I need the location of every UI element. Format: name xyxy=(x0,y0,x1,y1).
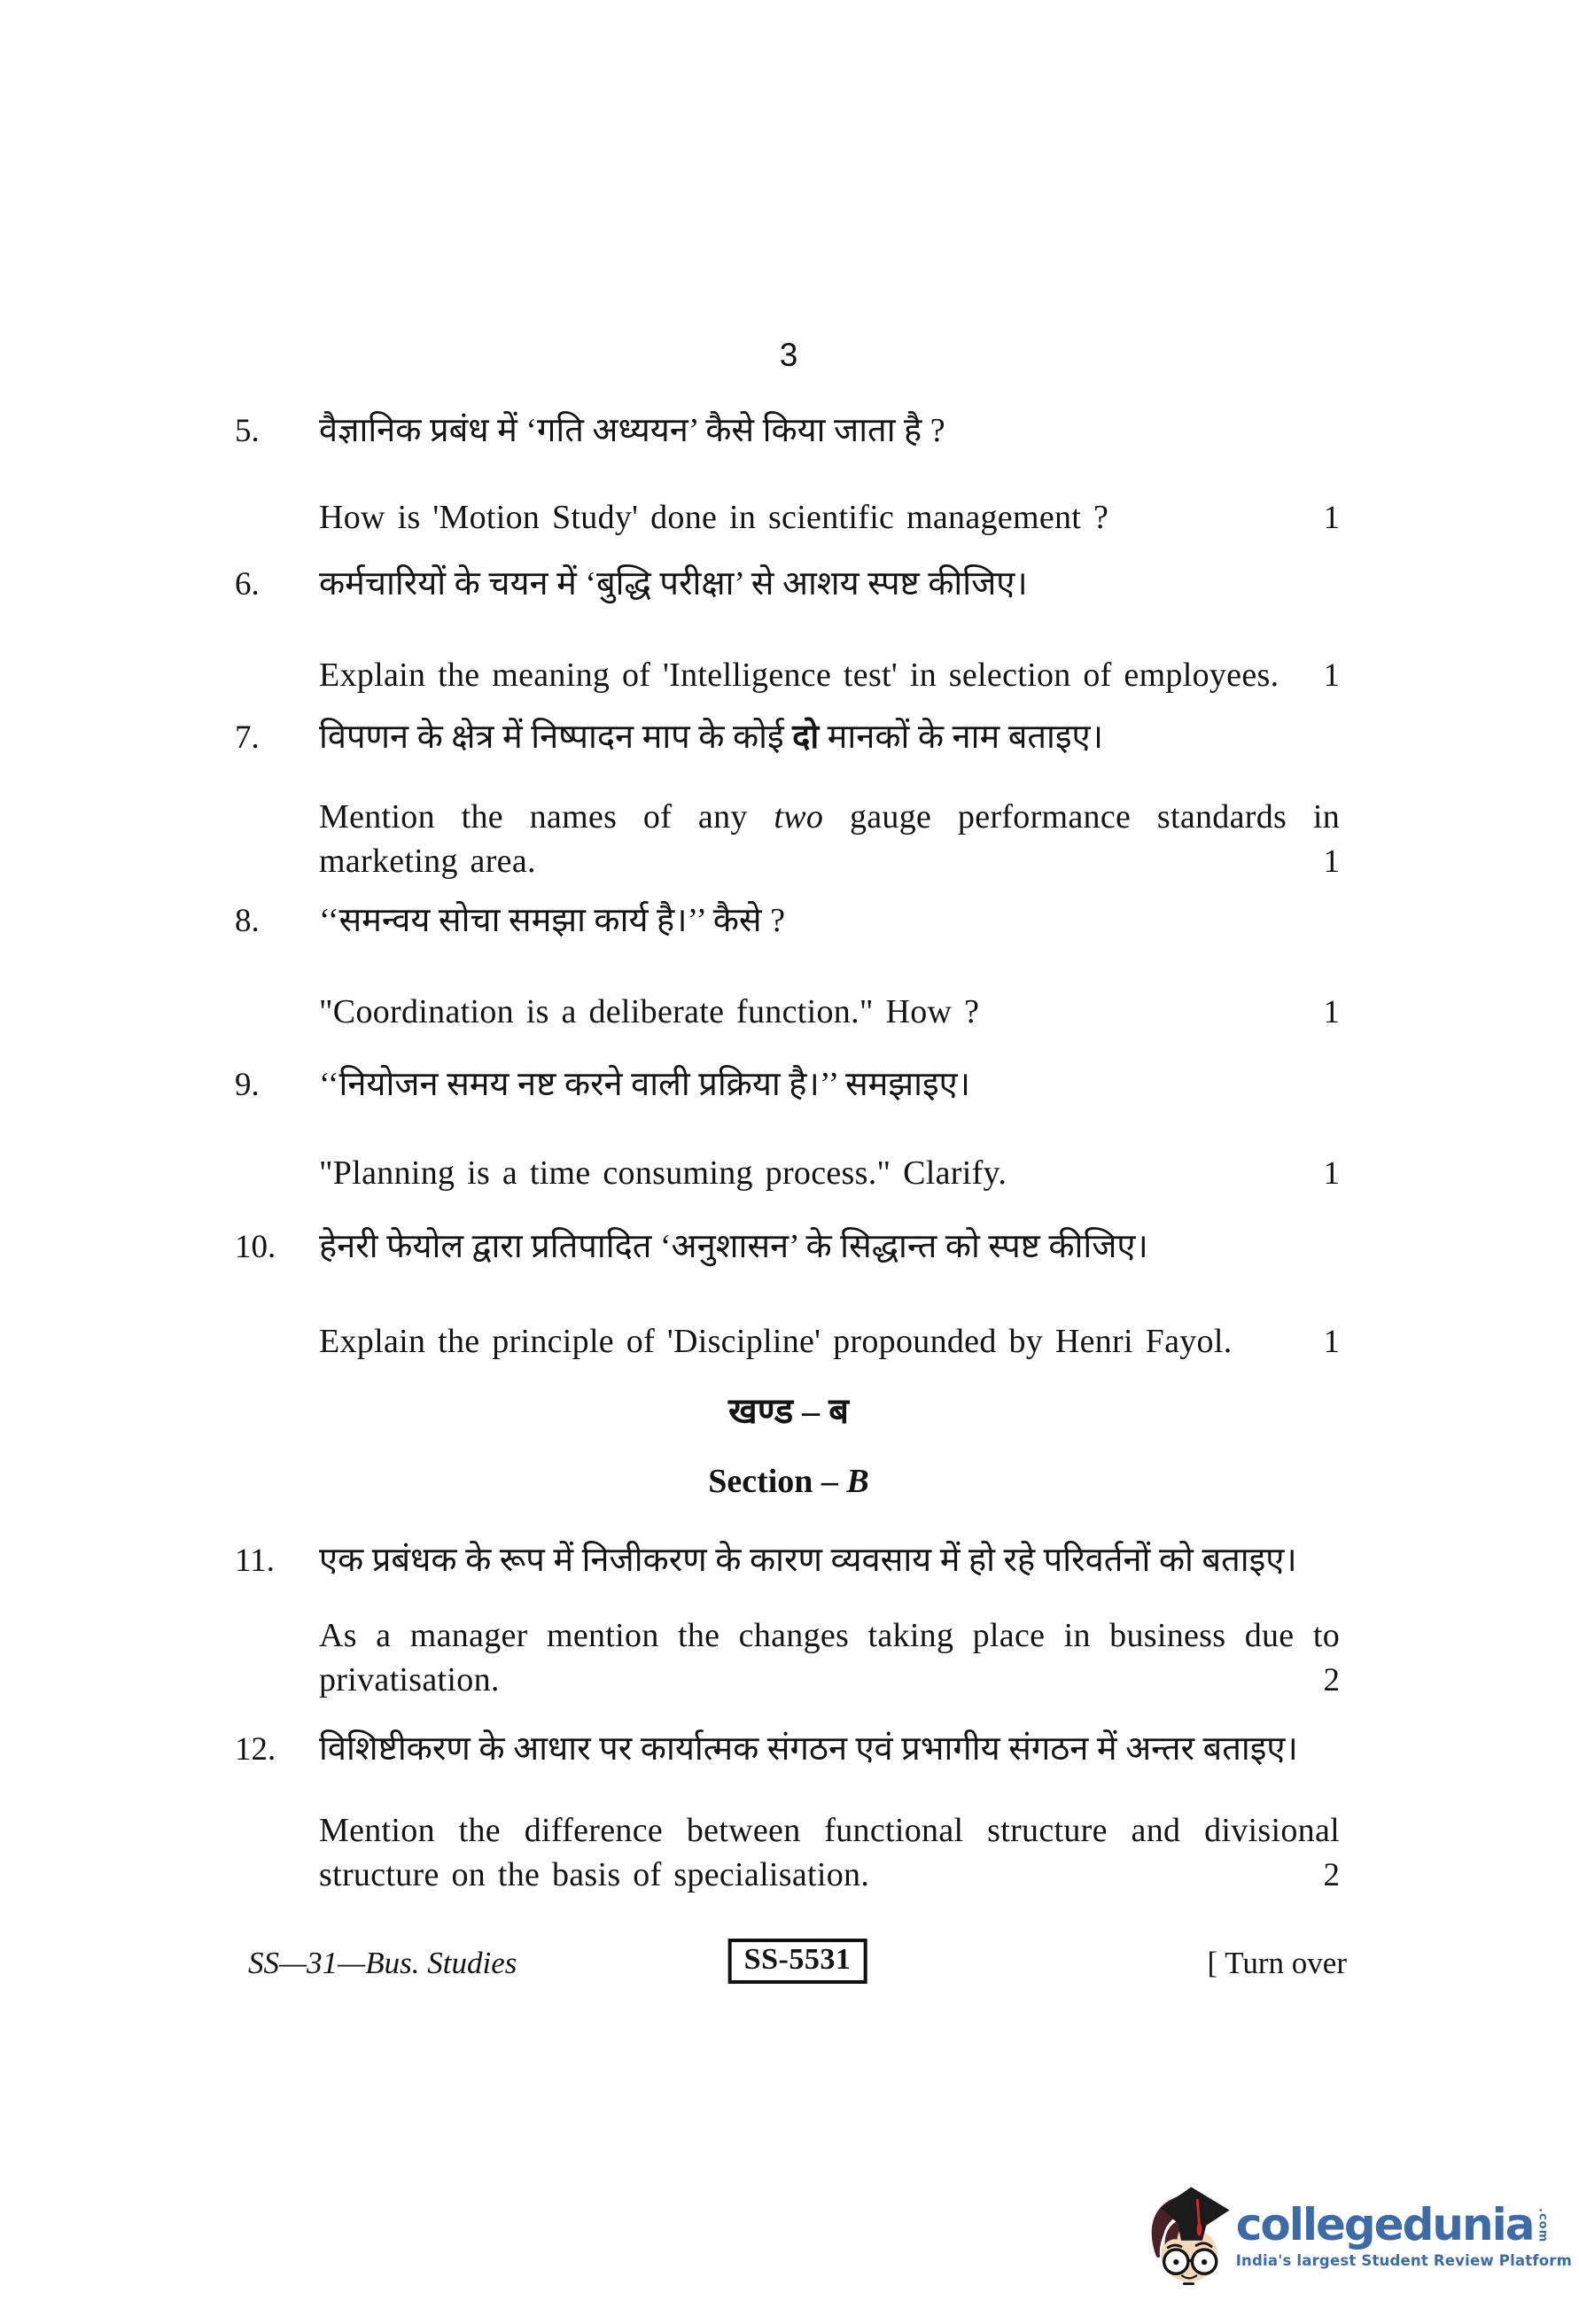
question-number: 7. xyxy=(235,719,260,756)
question-7-english-line1 xyxy=(319,796,1340,839)
turn-over-label: [ Turn over xyxy=(1207,1946,1347,1980)
marks-value: 1 xyxy=(1323,1324,1340,1360)
question-11-english-line1: As a manager mention the changes taking place in business due to xyxy=(319,1617,1340,1654)
question-text-english: Explain the principle of 'Discipline' propounded by Henri Fayol. xyxy=(319,1323,1233,1360)
logo-domain-text: .com xyxy=(1536,2208,1550,2243)
question-text-hindi: एक प्रबंधक के रूप में निजीकरण के कारण व्यवसाय में हो रहे परिवर्तनों को बताइए। xyxy=(319,1542,1297,1579)
logo-tagline: India's largest Student Review Platform xyxy=(1235,2251,1572,2269)
page-footer xyxy=(248,1939,1347,1986)
paper-code: SS—31—Bus. Studies xyxy=(248,1946,517,1980)
hindi-segment: विपणन के क्षेत्र में निष्पादन माप के कोई xyxy=(319,719,793,756)
question-number: 11. xyxy=(235,1543,275,1579)
marks-value: 1 xyxy=(1323,657,1340,694)
section-label: Section – xyxy=(708,1463,847,1500)
question-text-hindi: कर्मचारियों के चयन में ‘बुद्धि परीक्षा’ से आशय स्पष्ट कीजिए। xyxy=(319,565,1028,602)
collegedunia-mascot-icon xyxy=(1145,2152,1231,2319)
question-text-hindi xyxy=(319,719,1103,756)
question-text-english: How is 'Motion Study' done in scientific management ? xyxy=(319,499,1109,536)
question-8-hindi xyxy=(235,899,1347,943)
question-8-english xyxy=(319,991,1340,1034)
collegedunia-logo xyxy=(1145,2151,1572,2320)
logo-brand-text: collegedunia xyxy=(1235,2198,1534,2250)
question-10-hindi xyxy=(235,1225,1347,1269)
question-text-english: marketing area. xyxy=(319,843,536,880)
question-number: 5. xyxy=(235,413,260,449)
english-segment: gauge performance standards in xyxy=(823,798,1340,836)
question-11-hindi xyxy=(235,1539,1347,1582)
question-text-hindi: ‘‘समन्वय सोचा समझा कार्य है।’’ कैसे ? xyxy=(319,902,785,939)
section-letter: B xyxy=(846,1463,869,1500)
hindi-bold-word: दो xyxy=(792,719,820,756)
question-text-english: "Planning is a time consuming process." Clarify. xyxy=(319,1154,1007,1192)
page-number: 3 xyxy=(779,337,798,373)
question-5-english xyxy=(319,496,1340,540)
marks-value: 2 xyxy=(1323,1857,1340,1893)
marks-value: 1 xyxy=(1323,994,1340,1030)
question-6-hindi xyxy=(235,563,1347,606)
question-5-hindi xyxy=(235,409,1347,453)
question-text-english: "Coordination is a deliberate function." How ? xyxy=(319,993,980,1030)
question-11-english-line2 xyxy=(319,1659,1340,1702)
question-text-english: structure on the basis of specialisation. xyxy=(319,1856,870,1893)
booklet-number-box: SS-5531 xyxy=(728,1939,867,1984)
question-number: 6. xyxy=(235,566,260,602)
english-segment: Mention the names of any xyxy=(319,798,774,836)
section-heading-hindi: खण्ड – ब xyxy=(728,1391,849,1431)
question-number: 9. xyxy=(235,1067,260,1103)
question-text-hindi: विशिष्टीकरण के आधार पर कार्यात्मक संगठन एवं प्रभागीय संगठन में अन्तर बताइए। xyxy=(319,1730,1298,1768)
question-text-hindi: वैज्ञानिक प्रबंध में ‘गति अध्ययन’ कैसे किया जाता है ? xyxy=(319,412,945,449)
question-text-hindi: हेनरी फेयोल द्वारा प्रतिपादित ‘अनुशासन’ के सिद्धान्त को स्पष्ट कीजिए। xyxy=(319,1228,1148,1265)
question-number: 10. xyxy=(235,1229,276,1265)
question-9-english xyxy=(319,1152,1340,1195)
question-text-english: privatisation. xyxy=(319,1661,500,1698)
logo-text-block xyxy=(1235,2198,1572,2269)
question-10-english xyxy=(319,1320,1340,1364)
question-number: 12. xyxy=(235,1731,276,1768)
question-7-hindi xyxy=(235,716,1347,759)
section-heading-english xyxy=(235,1462,1342,1501)
english-italic-word: two xyxy=(774,798,824,836)
question-number: 8. xyxy=(235,903,260,939)
marks-value: 1 xyxy=(1323,500,1340,536)
question-text-hindi: ‘‘नियोजन समय नष्ट करने वाली प्रक्रिया है।’’ समझाइए। xyxy=(319,1066,971,1103)
marks-value: 1 xyxy=(1323,1155,1340,1192)
marks-value: 1 xyxy=(1323,843,1340,880)
question-12-english-line2 xyxy=(319,1854,1340,1897)
marks-value: 2 xyxy=(1323,1662,1340,1698)
question-6-english xyxy=(319,654,1340,697)
question-9-hindi xyxy=(235,1063,1347,1107)
question-7-english-line2 xyxy=(319,840,1340,883)
question-12-hindi xyxy=(235,1728,1347,1771)
hindi-segment: मानकों के नाम बताइए। xyxy=(819,719,1103,756)
question-text-english: Explain the meaning of 'Intelligence test' in selection of employees. xyxy=(319,657,1280,694)
question-12-english-line1: Mention the difference between functional structure and divisional xyxy=(319,1812,1340,1849)
